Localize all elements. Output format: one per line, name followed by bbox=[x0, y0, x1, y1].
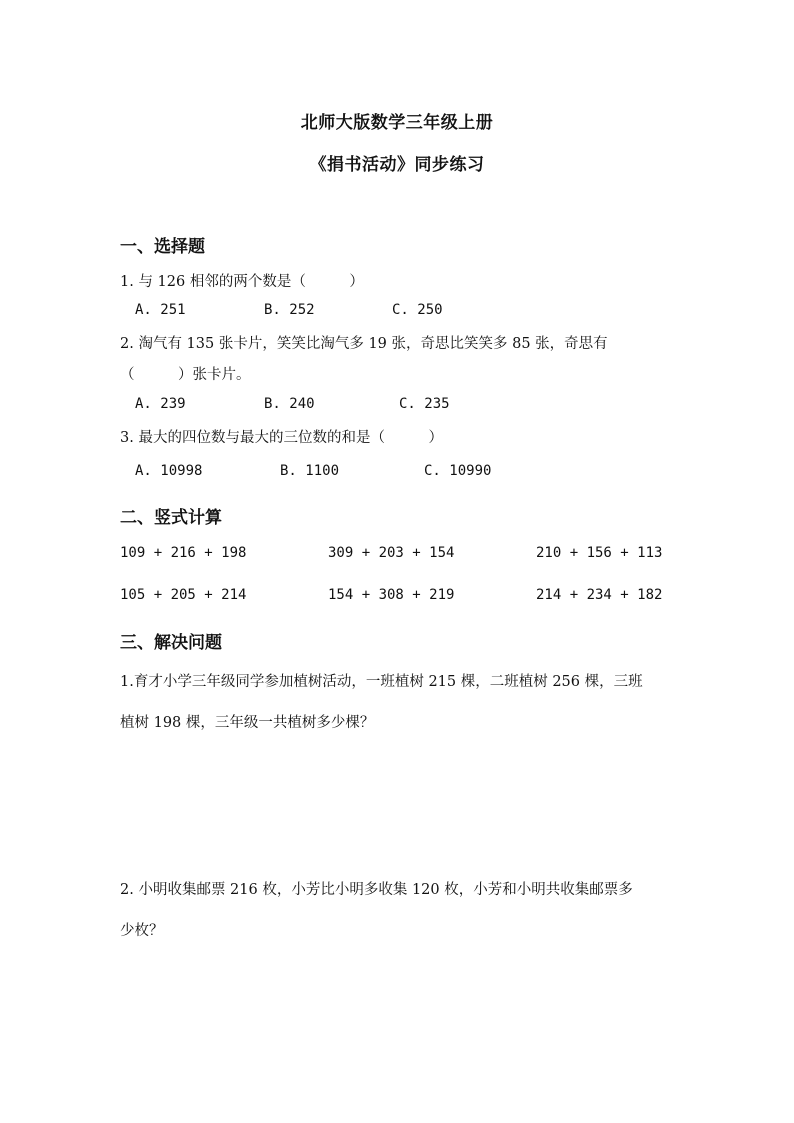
page-title: 北师大版数学三年级上册 bbox=[300, 113, 494, 133]
section-heading-choice: 一、选择题 bbox=[120, 237, 205, 257]
page-subtitle: 《捐书活动》同步练习 bbox=[309, 155, 485, 175]
problem-1-line-1: 1.育才小学三年级同学参加植树活动，一班植树 215 棵，二班植树 256 棵，三班 bbox=[120, 674, 643, 690]
question-1-option-a: A. 251 bbox=[135, 302, 186, 318]
question-2-text-line-2: （ ）张卡片。 bbox=[120, 367, 251, 383]
question-2-option-b: B. 240 bbox=[264, 396, 315, 412]
question-2-option-a: A. 239 bbox=[135, 396, 186, 412]
question-3-option-a: A. 10998 bbox=[135, 463, 203, 479]
problem-1-line-2: 植树 198 棵，三年级一共植树多少棵？ bbox=[120, 715, 375, 731]
question-2-text-line-1: 2. 淘气有 135 张卡片，笑笑比淘气多 19 张，奇思比笑笑多 85 张，奇思有 bbox=[120, 336, 608, 352]
calc-expression: 109 + 216 + 198 bbox=[120, 545, 247, 561]
question-1-option-c: C. 250 bbox=[392, 302, 443, 318]
problem-2-line-2: 少枚？ bbox=[120, 923, 164, 939]
question-2-option-c: C. 235 bbox=[399, 396, 450, 412]
calc-expression: 309 + 203 + 154 bbox=[328, 545, 455, 561]
question-3-option-c: C. 10990 bbox=[424, 463, 492, 479]
section-heading-calculation: 二、竖式计算 bbox=[120, 508, 222, 528]
problem-2-line-1: 2. 小明收集邮票 216 枚，小芳比小明多收集 120 枚，小芳和小明共收集邮票多 bbox=[120, 882, 633, 898]
calc-expression: 214 + 234 + 182 bbox=[536, 587, 663, 603]
calc-expression: 154 + 308 + 219 bbox=[328, 587, 455, 603]
calc-expression: 210 + 156 + 113 bbox=[536, 545, 663, 561]
section-heading-problems: 三、解决问题 bbox=[120, 633, 222, 653]
question-1-text: 1. 与 126 相邻的两个数是（ ） bbox=[120, 274, 364, 290]
question-3-text: 3. 最大的四位数与最大的三位数的和是（ ） bbox=[120, 430, 443, 446]
question-3-option-b: B. 1100 bbox=[280, 463, 340, 479]
calc-expression: 105 + 205 + 214 bbox=[120, 587, 247, 603]
question-1-option-b: B. 252 bbox=[264, 302, 315, 318]
